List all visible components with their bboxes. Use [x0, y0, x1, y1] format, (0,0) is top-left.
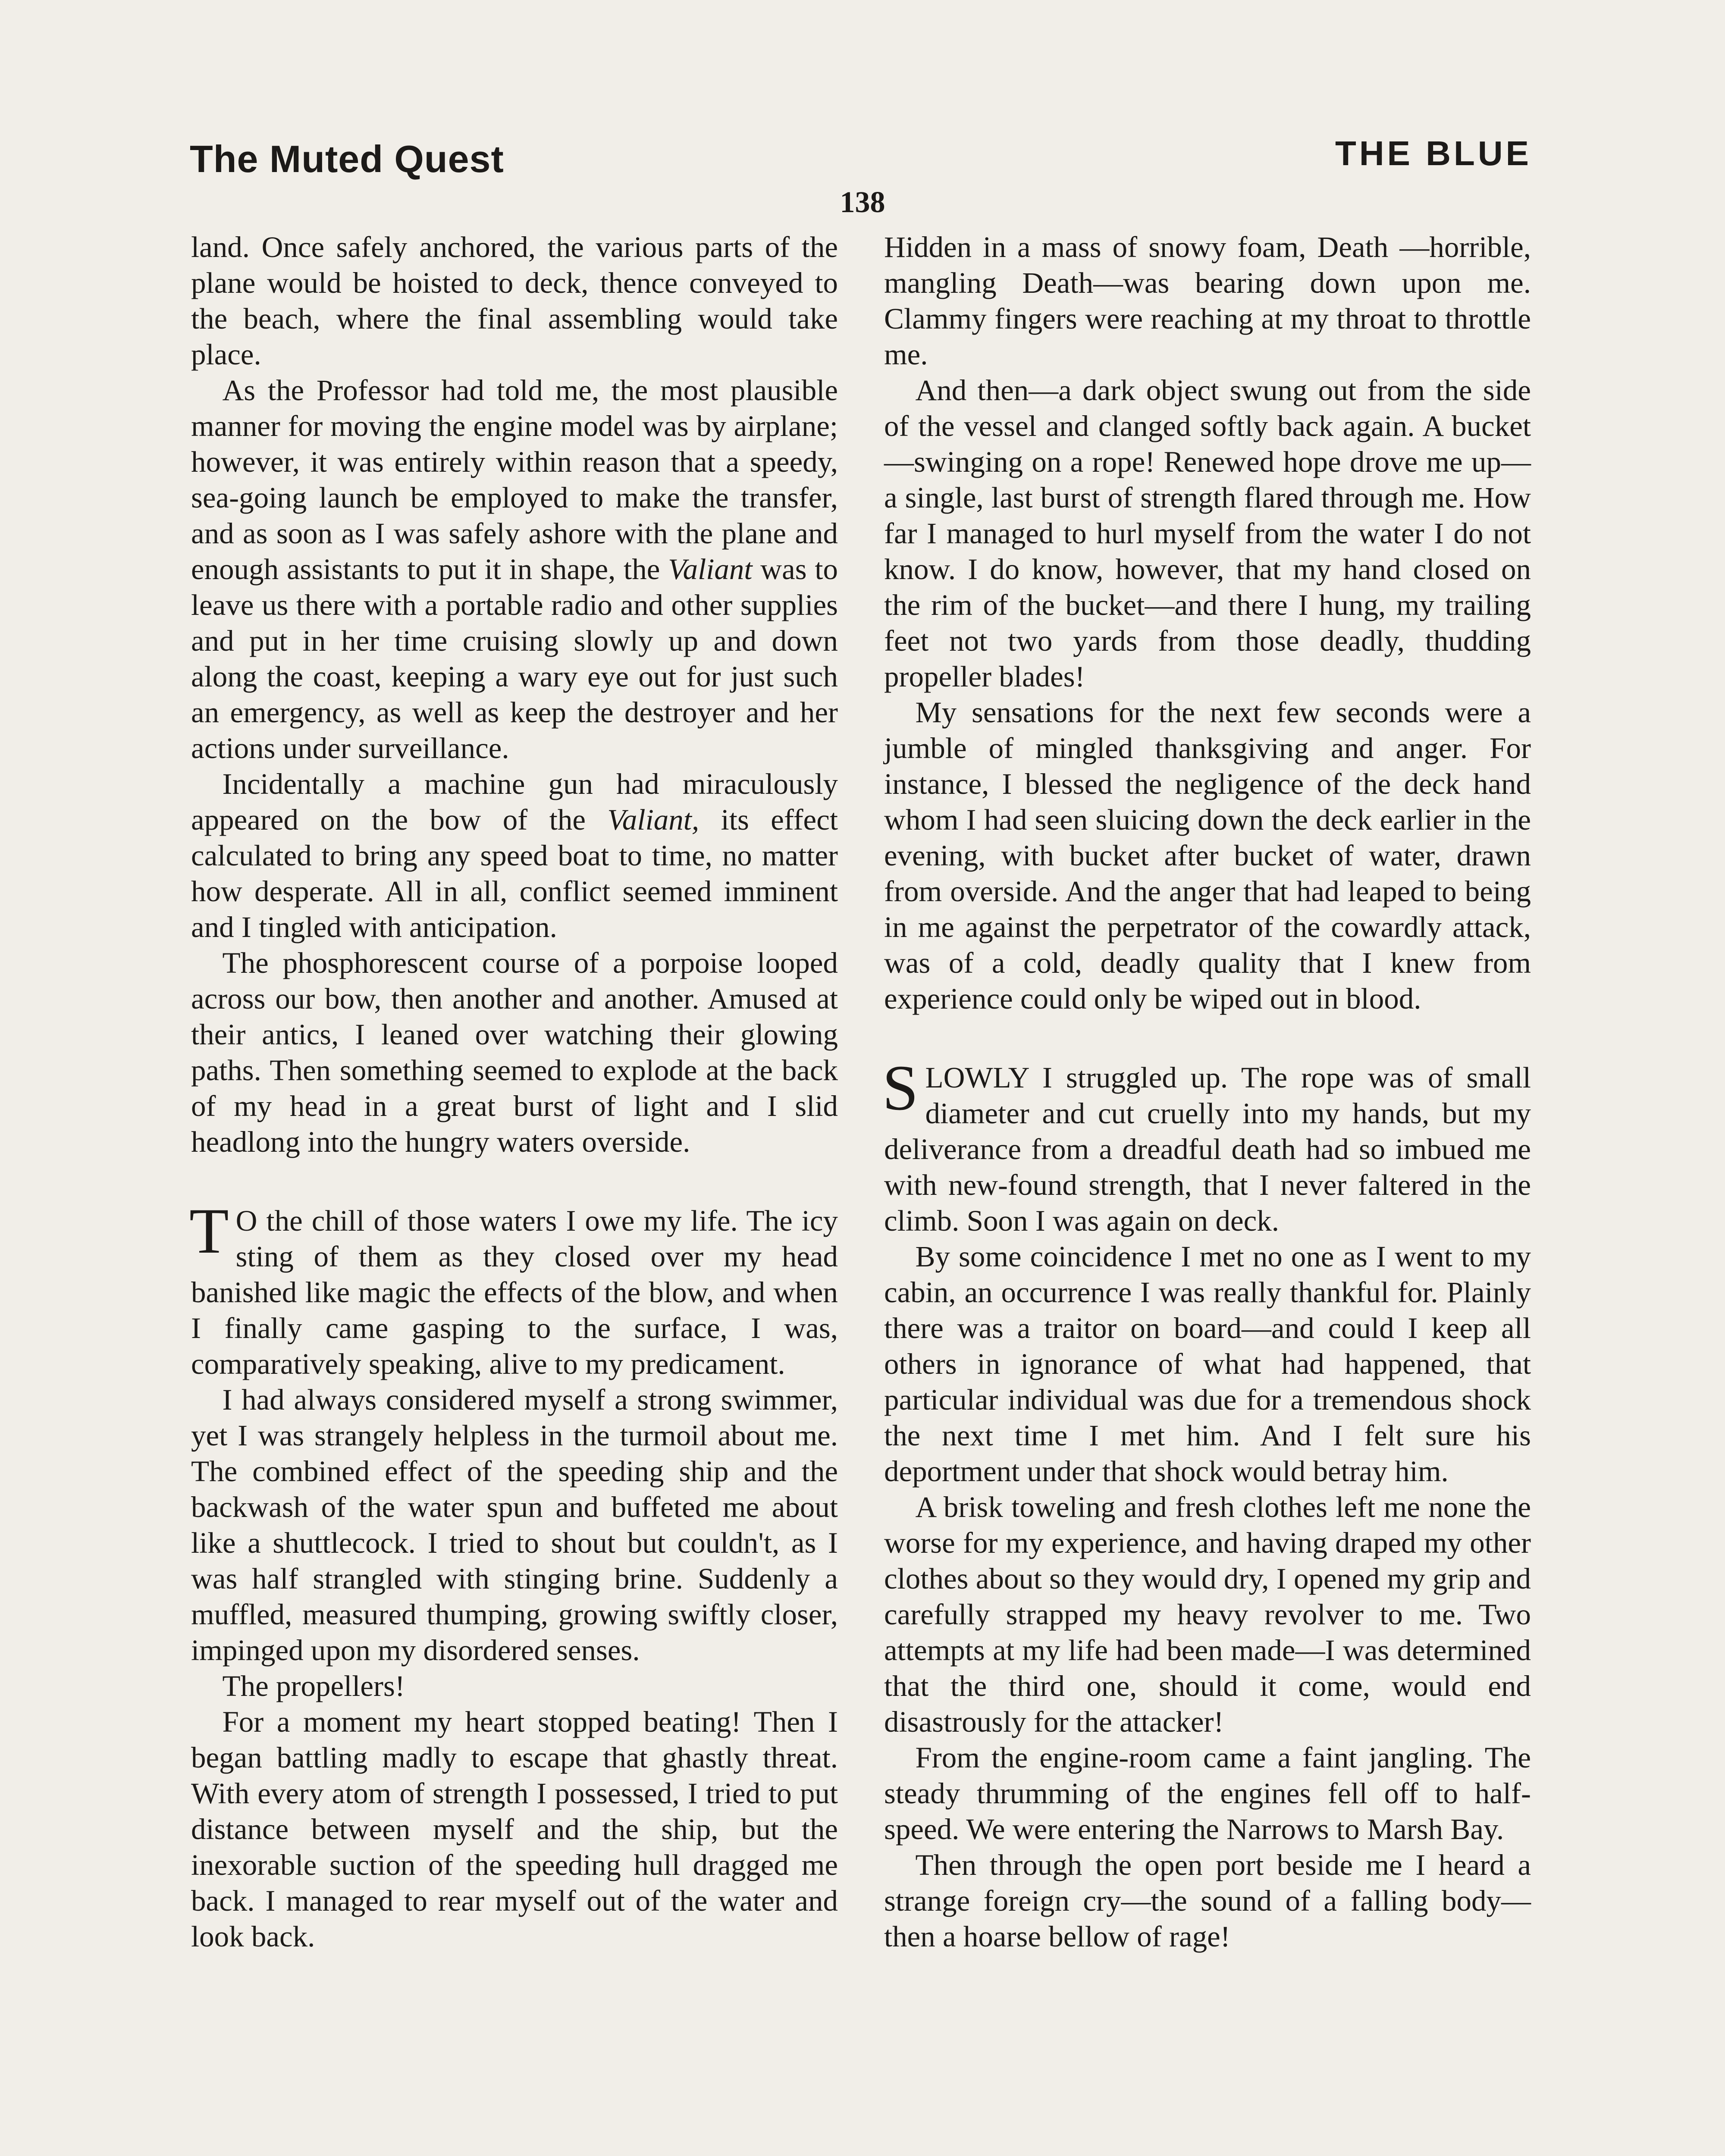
- page-number: 138: [840, 186, 885, 219]
- ship-name: Valiant,: [607, 803, 699, 836]
- paragraph: I had always considered myself a strong swimmer, yet I was strangely helpless in the turmoil about me. The combined effect of the speeding ship and the backwash of the water spun and buffeted me about like a shuttlecock. I tried to shout but couldn't, as I was half strangled with stinging brine. Suddenly a muffled, measured thumping, growing swiftly closer, impinged upon my disordered senses.: [191, 1383, 838, 1667]
- paragraph: From the engine-room came a faint jangling. The steady thrumming of the engines fell off to half-speed. We were entering the Narrows to Marsh Bay.: [884, 1741, 1531, 1846]
- magazine-name: THE BLUE: [1335, 134, 1532, 172]
- paragraph: And then—a dark object swung out from the side of the vessel and clanged softly back again. A bucket—swinging on a rope! Renewed hope drove me up—a single, last burst of strength flared through me. How far I managed to hurl myself from the water I do not know. I do know, however, that my hand closed on the rim of the bucket—and there I hung, my trailing feet not two yards from those deadly, thudding propeller blades!: [884, 374, 1531, 693]
- paragraph-text: Incidentally a machine gun had miraculously appeared on the bow of the: [191, 768, 838, 836]
- paragraph-text: its effect calculated to bring any speed boat to time, no matter how desperate. All in all, conflict seemed imminent and I tingled with anticipation.: [191, 803, 838, 943]
- paragraph: Then through the open port beside me I heard a strange foreign cry—the sound of a falling body—then a hoarse bellow of rage!: [884, 1849, 1531, 1953]
- paragraph: The phosphorescent course of a porpoise looped across our bow, then another and another. Amused at their antics, I leaned over watching their glowing paths. Then something seemed to explode at the back of my head in a great burst of light and I slid headlong into the hungry waters overside.: [191, 946, 838, 1158]
- paragraph: The propellers!: [222, 1670, 405, 1702]
- paragraph: For a moment my heart stopped beating! Then I began battling madly to escape that ghastly threat. With every atom of strength I possessed, I tried to put distance between myself and the ship, but the inexorable suction of the speeding hull dragged me back. I managed to rear myself out of the water and look back.: [191, 1705, 838, 1953]
- paragraph-text: As the Professor had told me, the most plausible manner for moving the engine model was by airplane; however, it was entirely within reason that a speedy, sea-going launch be employed to make the transfer, and as soon as I was safely ashore with the plane and enough assistants to put it in shape, the: [191, 374, 838, 586]
- drop-cap: T: [189, 1195, 229, 1267]
- paragraph: [191, 766, 838, 945]
- paragraph: My sensations for the next few seconds were a jumble of mingled thanksgiving and anger. For instance, I blessed the negligence of the deck hand whom I had seen sluicing down the deck earlier in the evening, with bucket after bucket of water, drawn from overside. And the anger that had leaped to being in me against the perpetrator of the cowardly attack, was of a cold, deadly quality that I knew from experience could only be wiped out in blood.: [884, 696, 1531, 1015]
- section-paragraph: [882, 1052, 1531, 1239]
- left-column: [191, 229, 838, 1955]
- paragraph: Hidden in a mass of snowy foam, Death —horrible, mangling Death—was bearing down upon me. Clammy fingers were reaching at my throat to throttle me.: [884, 231, 1531, 371]
- paragraph: [191, 373, 838, 766]
- paragraph-text: LOWLY I struggled up. The rope was of small diameter and cut cruelly into my hands, but my deliverance from a dreadful death had so imbued me with new-found strength, that I never faltered in the climb. Soon I was again on deck.: [884, 1061, 1531, 1237]
- paragraph-text: was to leave us there with a portable radio and other supplies and put in her time cruising slowly up and down along the coast, keeping a wary eye out for just such an emergency, as well as keep the destroyer and her actions under surveillance.: [191, 553, 838, 765]
- ship-name: Valiant: [668, 553, 753, 586]
- story-title: The Muted Quest: [190, 138, 504, 180]
- right-column: [884, 229, 1531, 1955]
- paragraph: By some coincidence I met no one as I went to my cabin, an occurrence I was really thankful for. Plainly there was a traitor on board—and could I keep all others in ignorance of what had happened, that particular individual was due for a tremendous shock the next time I met him. And I felt sure his deportment under that shock would betray him.: [884, 1240, 1531, 1488]
- paragraph: A brisk toweling and fresh clothes left me none the worse for my experience, and having draped my other clothes about so they would dry, I opened my grip and carefully strapped my heavy revolver to me. Two attempts at my life had been made—I was determined that the third one, should it come, would end disastrously for the attacker!: [884, 1491, 1531, 1738]
- drop-cap: S: [882, 1052, 919, 1124]
- paragraph-text: O the chill of those waters I owe my life. The icy sting of them as they closed over my head banished like magic the effects of the blow, and when I finally came gasping to the surface, I was, comparatively speaking, alive to my predicament.: [191, 1204, 838, 1380]
- section-paragraph: [189, 1195, 838, 1382]
- paragraph: land. Once safely anchored, the various parts of the plane would be hoisted to deck, thence conveyed to the beach, where the final assembling would take place.: [191, 231, 838, 371]
